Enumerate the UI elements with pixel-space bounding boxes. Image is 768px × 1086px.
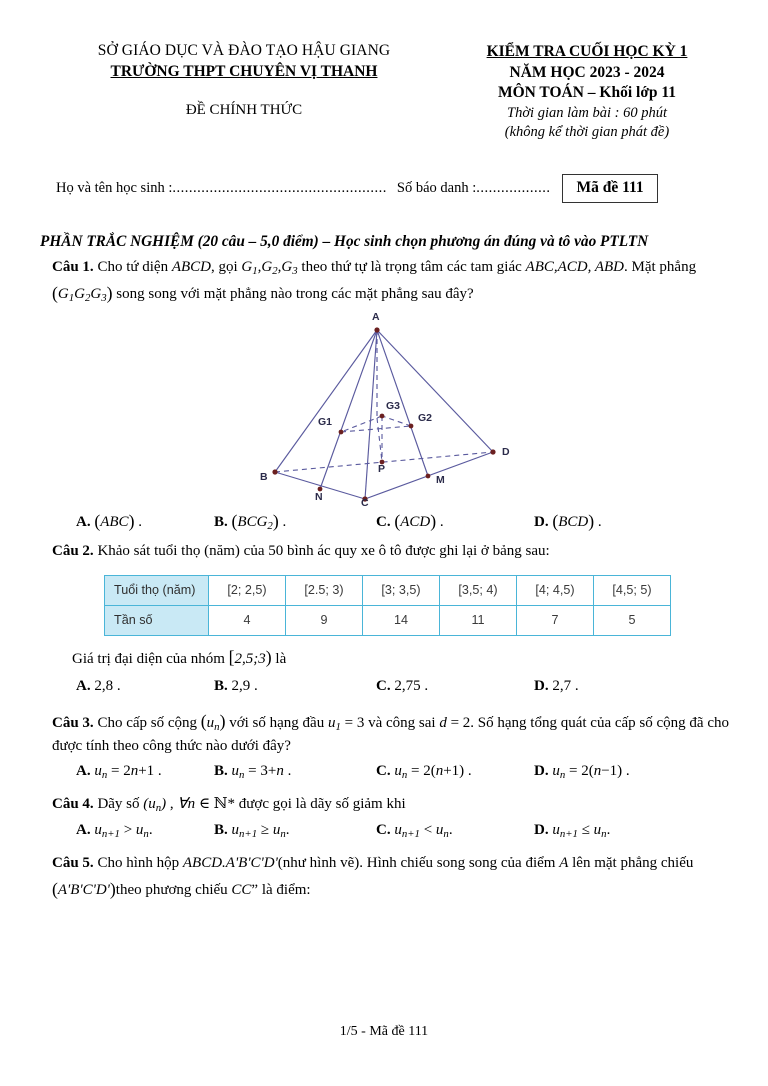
school-name: TRƯỜNG THPT CHUYÊN VỊ THANH (110, 63, 378, 80)
question-2-option-a[interactable]: A. 2,8 . (76, 677, 121, 694)
question-2-subtext-before: Giá trị đại diện của nhóm (72, 650, 229, 667)
figure-label-P: P (378, 462, 386, 475)
question-4-label: Câu 4. (52, 796, 94, 813)
question-4: Câu 4. Dãy số $(u_n)$ , ∀n ∈ ℕ* được gọi là dãy số giảm khi (52, 796, 406, 815)
question-3-option-d[interactable]: D. $u_n = 2(n-1)$ . (534, 763, 630, 782)
question-4-options (36, 822, 732, 847)
question-3-option-c[interactable]: C. $u_n = 2(n+1)$ . (376, 763, 472, 782)
question-1-option-d[interactable]: D. (BCD) . (534, 510, 602, 531)
question-4-option-c[interactable]: C. $u_{n+1} < u_n$. (376, 822, 453, 841)
question-5-text-1: Cho hình hộp (97, 855, 183, 872)
question-1: Câu 1. Cho tứ diện ABCD, gọi $G_1,G_2,G_3$ theo thứ tự là trọng tâm các tam giác ABC,ACD, ABD. Mặt phẳng $(G_1G_2G_3)$ song song với mặt phẳng nào trong các mặt phẳng sau đây? (52, 259, 697, 305)
figure-label-B: B (260, 470, 268, 483)
table-cell-interval-6: [4,5; 5) (594, 575, 671, 605)
student-id-label: Số báo danh : (396, 180, 477, 197)
figure-label-N: N (315, 490, 323, 503)
exam-title: KIỂM TRA CUỐI HỌC KỲ 1 (486, 43, 688, 60)
question-5-text-2: (như hình vẽ). Hình chiếu song song của điểm (277, 855, 560, 872)
question-1-text-2: , gọi (211, 259, 242, 276)
table-cell-interval-4: [3,5; 4) (440, 575, 517, 605)
question-2-option-b[interactable]: B. 2,9 . (214, 677, 258, 694)
question-2-label: Câu 2. (52, 542, 94, 559)
table-row-label-frequency: Tần số (105, 605, 209, 635)
question-3-option-b[interactable]: B. $u_n = 3+n$ . (214, 763, 292, 782)
table-cell-frequency-4: 11 (440, 605, 517, 635)
question-4-option-b[interactable]: B. $u_{n+1} \ge u_n$. (214, 822, 290, 841)
table-cell-interval-3: [3; 3,5) (363, 575, 440, 605)
question-1-text-3: theo thứ tự là trọng tâm các tam giác (297, 259, 526, 276)
figure-label-G2: G2 (418, 411, 433, 424)
question-4-option-d[interactable]: D. $u_{n+1} \le u_n$. (534, 822, 611, 841)
question-5-text-5: ” là điểm: (251, 882, 311, 898)
question-1-text-1: Cho tứ diện (97, 259, 172, 276)
question-2-subtext-after: là (271, 650, 287, 667)
question-3-text-3: và công sai (364, 714, 440, 731)
question-2-subtext: Giá trị đại diện của nhóm [2,5;3) là (72, 647, 287, 668)
question-2-options (36, 678, 732, 703)
question-3-text-4: . Số hạng tổng quát của cấp số cộng đã cho được tính theo công thức nào dưới đây? (52, 714, 729, 754)
table-row-label-lifespan: Tuổi thọ (năm) (105, 575, 209, 605)
question-4-text-1: Dãy số (97, 796, 144, 813)
table-cell-interval-2: [2.5; 3) (286, 575, 363, 605)
section-title: PHẦN TRẮC NGHIỆM (20 câu – 5,0 điểm) – Học sinh chọn phương án đúng và tô vào PTLTN (40, 233, 649, 251)
student-info-row (36, 174, 732, 203)
figure-label-G3: G3 (386, 399, 401, 412)
table-row (105, 605, 671, 635)
question-1-label: Câu 1. (52, 259, 94, 276)
figure-label-G1: G1 (318, 415, 333, 428)
figure-label-C: C (361, 496, 369, 509)
question-3-option-a[interactable]: A. $u_n = 2n+1$ . (76, 763, 162, 782)
question-2 (36, 540, 732, 563)
question-1-option-b[interactable]: B. $(BCG_2)$ . (214, 510, 287, 532)
table-cell-frequency-2: 9 (286, 605, 363, 635)
student-name-label: Họ và tên học sinh : (56, 180, 173, 197)
exam-duration-note: (không kể thời gian phát đề) (504, 124, 670, 141)
question-2-text: Khảo sát tuổi thọ (năm) của 50 bình ác quy xe ô tô được ghi lại ở bảng sau: (97, 542, 550, 559)
school-year: NĂM HỌC 2023 - 2024 (509, 63, 665, 81)
table-cell-frequency-5: 7 (517, 605, 594, 635)
question-1-text-4: . Mặt phẳng (624, 259, 697, 276)
header-right-block (436, 42, 732, 142)
question-2-option-d[interactable]: D. 2,7 . (534, 677, 579, 694)
question-3-text-2: với số hạng đầu (225, 714, 328, 731)
subject-grade: MÔN TOÁN – Khối lớp 11 (497, 84, 677, 102)
question-5: Câu 5. Cho hình hộp ABCD.A'B'C'D'(như hình vẽ). Hình chiếu song song của điểm A lên mặt phẳng chiếu (A'B'C'D')theo phương chiếu CC” là điểm: (52, 855, 694, 899)
question-5-text-3: lên mặt phẳng chiếu (568, 855, 694, 872)
official-exam-label: ĐỀ CHÍNH THỨC (185, 102, 303, 118)
question-3-text-1: Cho cấp số cộng (97, 714, 201, 731)
question-3-options (36, 763, 732, 788)
student-name-field[interactable]: .................................................... (172, 180, 387, 197)
vertex-dots (272, 327, 495, 501)
question-5-label: Câu 5. (52, 855, 94, 872)
table-cell-frequency-3: 14 (363, 605, 440, 635)
question-1-option-a[interactable]: A. (ABC) . (76, 510, 142, 531)
question-2-option-c[interactable]: C. 2,75 . (376, 677, 429, 694)
question-1-text-5: song song với mặt phẳng nào trong các mặt phẳng sau đây? (112, 286, 474, 302)
table-row (105, 575, 671, 605)
statistics-table-wrapper (36, 575, 732, 636)
page-header (0, 0, 768, 142)
exam-code-box: Mã đề 111 (562, 174, 657, 203)
statistics-table (104, 575, 671, 636)
table-cell-frequency-1: 4 (209, 605, 286, 635)
question-1-options (36, 510, 732, 535)
question-3-label: Câu 3. (52, 714, 94, 731)
figure-label-A: A (372, 310, 380, 323)
table-cell-frequency-6: 5 (594, 605, 671, 635)
tetrahedron-figure (36, 308, 732, 509)
table-cell-interval-5: [4; 4,5) (517, 575, 594, 605)
figure-label-D: D (502, 445, 510, 458)
question-3: Câu 3. Cho cấp số cộng $(u_n)$ với số hạng đầu $u_1 = 3$ và công sai d = 2. Số hạng tổng quát của cấp số cộng đã cho được tính theo công thức nào dưới đây? (52, 711, 729, 754)
exam-duration: Thời gian làm bài : 60 phút (507, 104, 667, 121)
question-4-option-a[interactable]: A. $u_{n+1} > u_n$. (76, 822, 153, 841)
table-cell-interval-1: [2; 2,5) (209, 575, 286, 605)
page-footer: 1/5 - Mã đề 111 (339, 1024, 429, 1039)
question-5-text-4: theo phương chiếu (115, 882, 232, 898)
student-id-field[interactable]: .................. (476, 180, 551, 197)
department-name: SỞ GIÁO DỤC VÀ ĐÀO TẠO HẬU GIANG (97, 42, 391, 59)
question-1-option-c[interactable]: C. (ACD) . (376, 510, 444, 531)
figure-label-M: M (436, 473, 445, 486)
header-left-block (36, 42, 436, 142)
exam-content (0, 233, 768, 902)
question-4-text-3: được gọi là dãy số giảm khi (235, 796, 406, 813)
